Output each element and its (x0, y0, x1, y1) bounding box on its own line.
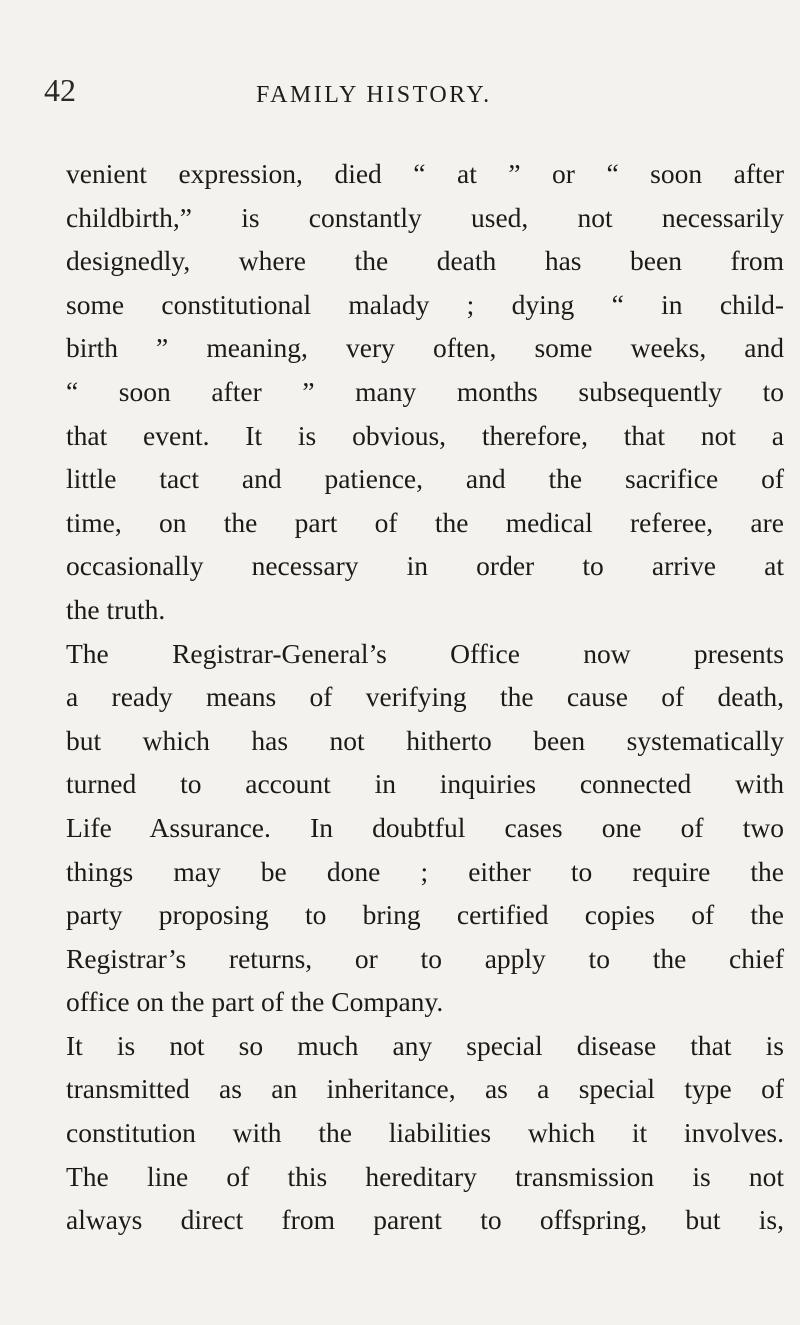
text-line: The Registrar-General’s Office now presents (66, 637, 784, 669)
body-text (66, 152, 784, 1242)
text-line: It is not so much any special disease that is (66, 1029, 784, 1061)
page-number: 42 (44, 72, 76, 108)
text-line: office on the part of the Company. (66, 986, 444, 1018)
text-line: time, on the part of the medical referee, are (66, 506, 784, 538)
text-line: The line of this hereditary transmission is not (66, 1160, 784, 1192)
text-line: childbirth,” is constantly used, not necessarily (66, 201, 784, 233)
running-head (44, 68, 764, 112)
text-line: constitution with the liabilities which it involves. (66, 1117, 784, 1149)
text-line: some constitutional malady ; dying “ in child- (66, 288, 784, 320)
text-line: party proposing to bring certified copies of the (66, 899, 784, 931)
text-line: designedly, where the death has been from (66, 245, 784, 277)
text-line: but which has not hitherto been systematically (66, 724, 784, 756)
text-line: Registrar’s returns, or to apply to the chief (66, 942, 784, 974)
text-line: Life Assurance. In doubtful cases one of two (66, 811, 784, 843)
text-line: transmitted as an inheritance, as a special type of (66, 1073, 784, 1105)
text-line: little tact and patience, and the sacrifice of (66, 463, 784, 495)
running-head-title: FAMILY HISTORY. (256, 82, 492, 108)
text-line: turned to account in inquiries connected with (66, 768, 784, 800)
text-line: the truth. (66, 593, 166, 625)
text-line: venient expression, died “ at ” or “ soon after (66, 158, 784, 189)
text-line: things may be done ; either to require the (66, 855, 784, 887)
text-line: birth ” meaning, very often, some weeks, and (66, 332, 784, 364)
text-line: that event. It is obvious, therefore, that not a (66, 419, 784, 451)
text-line: “ soon after ” many months subsequently to (66, 375, 784, 407)
text-line: always direct from parent to offspring, but is, (66, 1204, 784, 1236)
text-line: a ready means of verifying the cause of death, (66, 681, 784, 713)
text-line: occasionally necessary in order to arrive at (66, 550, 784, 582)
